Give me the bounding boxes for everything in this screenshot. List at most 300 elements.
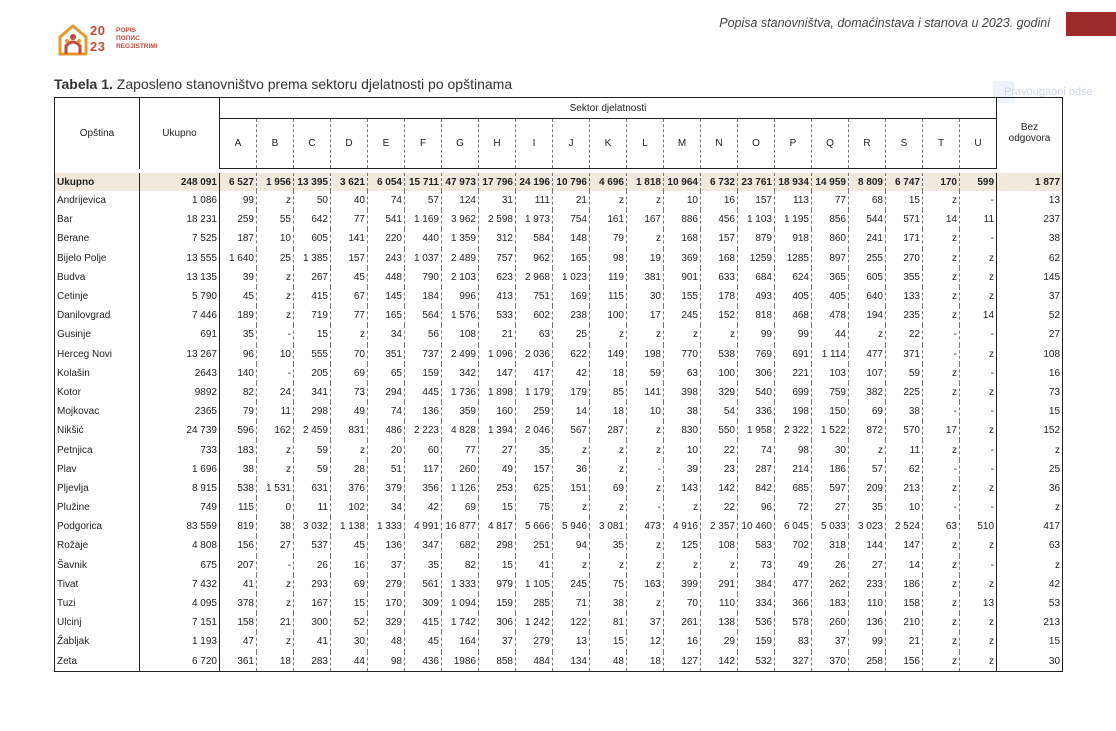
cell-sector-n: 142 (701, 652, 738, 672)
cell-sector-l: 17 (627, 306, 664, 325)
cell-sector-p: 918 (775, 229, 812, 248)
cell-sector-o: 157 (738, 191, 775, 210)
cell-sector-t: 63 (923, 517, 960, 536)
cell-sector-l: z (627, 556, 664, 575)
cell-sector-d: 30 (331, 632, 368, 651)
cell-sector-c: 642 (294, 210, 331, 229)
cell-sector-s: 171 (886, 229, 923, 248)
cell-sector-f: 2 223 (405, 421, 442, 440)
cell-opstina: Petnjica (55, 440, 140, 459)
cell-sector-p: 405 (775, 287, 812, 306)
cell-sector-r: 640 (849, 287, 886, 306)
cell-opstina: Bar (55, 210, 140, 229)
cell-sector-m: 886 (664, 210, 701, 229)
cell-sector-o: 536 (738, 613, 775, 632)
cell-sector-u: - (960, 440, 997, 459)
cell-sector-u: - (960, 460, 997, 479)
cell-sector-c: 283 (294, 652, 331, 672)
cell-sector-q: 103 (812, 364, 849, 383)
cell-sector-e: 448 (368, 268, 405, 287)
cell-sector-d: 73 (331, 383, 368, 402)
table-row (55, 594, 1063, 613)
cell-sector-n: 168 (701, 249, 738, 268)
cell-sector-s: 156 (886, 652, 923, 672)
cell-sector-d: 49 (331, 402, 368, 421)
cell-sector-j: z (553, 498, 590, 517)
cell-sector-j: 25 (553, 325, 590, 344)
cell-sector-j: 134 (553, 652, 590, 672)
cell-bez-odgovora: 152 (997, 421, 1063, 440)
cell-sector-t: z (923, 306, 960, 325)
cell-sector-c: 300 (294, 613, 331, 632)
cell-sector-b: z (257, 460, 294, 479)
cell-sector-g: 164 (442, 632, 479, 651)
cell-sector-j: 238 (553, 306, 590, 325)
cell-sector-o: 1 958 (738, 421, 775, 440)
cell-sector-b: z (257, 594, 294, 613)
cell-sector-c: 415 (294, 287, 331, 306)
cell-sector-b: z (257, 575, 294, 594)
cell-sector-o: 23 761 (738, 173, 775, 191)
cell-ukupno: 7 525 (140, 229, 220, 248)
sector-header-c: C (294, 119, 331, 169)
cell-sector-e: 486 (368, 421, 405, 440)
cell-sector-p: 49 (775, 556, 812, 575)
cell-sector-e: 98 (368, 652, 405, 672)
sector-header-a: A (220, 119, 257, 169)
cell-sector-t: z (923, 536, 960, 555)
cell-sector-p: 624 (775, 268, 812, 287)
cell-sector-f: 561 (405, 575, 442, 594)
cell-sector-g: 2 103 (442, 268, 479, 287)
cell-sector-l: 18 (627, 652, 664, 672)
cell-sector-e: 165 (368, 306, 405, 325)
cell-sector-d: z (331, 325, 368, 344)
cell-sector-i: 75 (516, 498, 553, 517)
cell-sector-r: 3 023 (849, 517, 886, 536)
cell-sector-q: 14 959 (812, 173, 849, 191)
cell-sector-b: 55 (257, 210, 294, 229)
cell-opstina: Ukupno (55, 173, 140, 191)
cell-sector-u: 13 (960, 594, 997, 613)
cell-opstina: Danilovgrad (55, 306, 140, 325)
cell-ukupno: 6 720 (140, 652, 220, 672)
sector-header-d: D (331, 119, 368, 169)
cell-sector-e: 329 (368, 613, 405, 632)
cell-sector-t: - (923, 325, 960, 344)
cell-sector-u: - (960, 229, 997, 248)
cell-sector-b: - (257, 364, 294, 383)
cell-sector-c: 50 (294, 191, 331, 210)
cell-sector-a: 45 (220, 287, 257, 306)
cell-sector-h: 49 (479, 460, 516, 479)
cell-sector-k: 35 (590, 536, 627, 555)
cell-sector-o: 493 (738, 287, 775, 306)
cell-sector-g: 1 742 (442, 613, 479, 632)
sector-header-q: Q (812, 119, 849, 169)
cell-sector-b: 18 (257, 652, 294, 672)
cell-bez-odgovora: z (997, 556, 1063, 575)
cell-ukupno: 248 091 (140, 173, 220, 191)
cell-ukupno: 7 151 (140, 613, 220, 632)
cell-sector-u: 599 (960, 173, 997, 191)
cell-sector-a: 79 (220, 402, 257, 421)
cell-sector-a: 596 (220, 421, 257, 440)
cell-sector-e: 541 (368, 210, 405, 229)
cell-opstina: Bijelo Polje (55, 249, 140, 268)
cell-sector-s: 62 (886, 460, 923, 479)
cell-bez-odgovora: 62 (997, 249, 1063, 268)
cell-opstina: Kotor (55, 383, 140, 402)
cell-sector-r: 69 (849, 402, 886, 421)
cell-sector-r: 8 809 (849, 173, 886, 191)
cell-sector-l: z (627, 536, 664, 555)
cell-sector-h: 858 (479, 652, 516, 672)
census-logo (58, 24, 178, 58)
cell-bez-odgovora: 15 (997, 632, 1063, 651)
cell-sector-i: 63 (516, 325, 553, 344)
table-row (55, 575, 1063, 594)
cell-sector-j: 21 (553, 191, 590, 210)
cell-sector-n: 291 (701, 575, 738, 594)
cell-sector-a: 35 (220, 325, 257, 344)
cell-sector-c: 41 (294, 632, 331, 651)
cell-sector-m: 38 (664, 402, 701, 421)
cell-sector-p: 198 (775, 402, 812, 421)
cell-sector-h: 27 (479, 440, 516, 459)
cell-sector-j: 71 (553, 594, 590, 613)
cell-sector-o: 74 (738, 440, 775, 459)
cell-sector-a: 140 (220, 364, 257, 383)
cell-sector-a: 378 (220, 594, 257, 613)
cell-ukupno: 18 231 (140, 210, 220, 229)
cell-sector-i: 1 179 (516, 383, 553, 402)
cell-sector-u: 510 (960, 517, 997, 536)
cell-sector-o: 583 (738, 536, 775, 555)
cell-sector-m: 39 (664, 460, 701, 479)
cell-sector-a: 82 (220, 383, 257, 402)
cell-sector-a: 207 (220, 556, 257, 575)
cell-sector-q: 150 (812, 402, 849, 421)
cell-sector-g: 1986 (442, 652, 479, 672)
cell-ukupno: 8 915 (140, 479, 220, 498)
cell-sector-q: 370 (812, 652, 849, 672)
cell-ukupno: 749 (140, 498, 220, 517)
cell-sector-b: 10 (257, 229, 294, 248)
cell-sector-o: 306 (738, 364, 775, 383)
cell-sector-k: 81 (590, 613, 627, 632)
sector-header-h: H (479, 119, 516, 169)
cell-sector-m: 901 (664, 268, 701, 287)
cell-sector-p: 366 (775, 594, 812, 613)
table-row (55, 306, 1063, 325)
cell-sector-u: z (960, 652, 997, 672)
cell-sector-k: 115 (590, 287, 627, 306)
cell-sector-q: 759 (812, 383, 849, 402)
cell-sector-c: 555 (294, 345, 331, 364)
cell-sector-k: 15 (590, 632, 627, 651)
cell-sector-p: 691 (775, 345, 812, 364)
cell-opstina: Šavnik (55, 556, 140, 575)
cell-sector-a: 158 (220, 613, 257, 632)
cell-sector-l: 59 (627, 364, 664, 383)
table-row (55, 632, 1063, 651)
cell-sector-m: 399 (664, 575, 701, 594)
cell-sector-p: 113 (775, 191, 812, 210)
cell-sector-u: - (960, 556, 997, 575)
cell-ukupno: 83 559 (140, 517, 220, 536)
cell-sector-h: 1 096 (479, 345, 516, 364)
cell-sector-q: 860 (812, 229, 849, 248)
cell-sector-h: 159 (479, 594, 516, 613)
cell-sector-c: 26 (294, 556, 331, 575)
cell-bez-odgovora: z (997, 498, 1063, 517)
cell-sector-t: z (923, 364, 960, 383)
cell-bez-odgovora: 53 (997, 594, 1063, 613)
cell-sector-j: 169 (553, 287, 590, 306)
cell-sector-f: 117 (405, 460, 442, 479)
cell-sector-c: 341 (294, 383, 331, 402)
cell-sector-u: z (960, 421, 997, 440)
cell-sector-f: 35 (405, 556, 442, 575)
cell-sector-g: 682 (442, 536, 479, 555)
cell-sector-l: z (627, 191, 664, 210)
cell-sector-f: 4 991 (405, 517, 442, 536)
cell-sector-d: 1 138 (331, 517, 368, 536)
cell-sector-m: 398 (664, 383, 701, 402)
sector-header-r: R (849, 119, 886, 169)
cell-sector-l: z (627, 440, 664, 459)
cell-sector-m: 4 916 (664, 517, 701, 536)
cell-sector-h: 1 898 (479, 383, 516, 402)
cell-sector-p: 18 934 (775, 173, 812, 191)
cell-sector-f: 415 (405, 613, 442, 632)
cell-sector-d: 77 (331, 210, 368, 229)
cell-sector-l: 473 (627, 517, 664, 536)
cell-sector-n: 550 (701, 421, 738, 440)
cell-sector-m: 369 (664, 249, 701, 268)
cell-sector-o: 96 (738, 498, 775, 517)
cell-sector-o: 73 (738, 556, 775, 575)
cell-opstina: Tivat (55, 575, 140, 594)
cell-sector-r: 107 (849, 364, 886, 383)
cell-sector-n: 23 (701, 460, 738, 479)
cell-sector-f: 184 (405, 287, 442, 306)
cell-sector-e: 34 (368, 325, 405, 344)
cell-sector-l: - (627, 498, 664, 517)
cell-sector-f: 42 (405, 498, 442, 517)
cell-sector-r: 233 (849, 575, 886, 594)
cell-sector-l: 30 (627, 287, 664, 306)
cell-sector-o: 684 (738, 268, 775, 287)
cell-sector-f: 1 037 (405, 249, 442, 268)
cell-sector-e: 379 (368, 479, 405, 498)
cell-sector-p: 578 (775, 613, 812, 632)
faint-tooltip-text: Pravougaoni odse (1004, 86, 1093, 98)
cell-sector-e: 170 (368, 594, 405, 613)
cell-sector-d: 69 (331, 575, 368, 594)
cell-sector-r: 258 (849, 652, 886, 672)
cell-sector-n: 110 (701, 594, 738, 613)
cell-sector-t: z (923, 652, 960, 672)
cell-sector-n: z (701, 325, 738, 344)
cell-sector-j: 622 (553, 345, 590, 364)
cell-sector-m: 70 (664, 594, 701, 613)
cell-sector-d: 831 (331, 421, 368, 440)
table-row (55, 421, 1063, 440)
cell-sector-i: 279 (516, 632, 553, 651)
cell-sector-c: 2 459 (294, 421, 331, 440)
cell-bez-odgovora: 16 (997, 364, 1063, 383)
cell-sector-i: 751 (516, 287, 553, 306)
cell-sector-l: 163 (627, 575, 664, 594)
cell-sector-d: 141 (331, 229, 368, 248)
cell-bez-odgovora: 73 (997, 383, 1063, 402)
cell-bez-odgovora: 237 (997, 210, 1063, 229)
cell-sector-h: 979 (479, 575, 516, 594)
cell-sector-g: 124 (442, 191, 479, 210)
cell-sector-s: 355 (886, 268, 923, 287)
cell-sector-u: z (960, 345, 997, 364)
cell-sector-k: 149 (590, 345, 627, 364)
cell-sector-r: 605 (849, 268, 886, 287)
cell-sector-e: 74 (368, 402, 405, 421)
cell-sector-b: - (257, 325, 294, 344)
cell-sector-k: 38 (590, 594, 627, 613)
cell-sector-a: 819 (220, 517, 257, 536)
cell-sector-o: 334 (738, 594, 775, 613)
cell-sector-a: 361 (220, 652, 257, 672)
cell-sector-a: 115 (220, 498, 257, 517)
cell-sector-n: 29 (701, 632, 738, 651)
cell-sector-q: 260 (812, 613, 849, 632)
cell-sector-p: 2 322 (775, 421, 812, 440)
cell-sector-g: 342 (442, 364, 479, 383)
cell-sector-n: 142 (701, 479, 738, 498)
cell-sector-q: 897 (812, 249, 849, 268)
cell-sector-j: 148 (553, 229, 590, 248)
cell-sector-k: 79 (590, 229, 627, 248)
cell-sector-i: 5 666 (516, 517, 553, 536)
logo-word-popis-cyrillic: ПОПИС (116, 35, 140, 42)
cell-sector-k: 161 (590, 210, 627, 229)
cell-sector-j: 567 (553, 421, 590, 440)
cell-sector-b: z (257, 632, 294, 651)
cell-sector-r: 477 (849, 345, 886, 364)
cell-sector-f: 136 (405, 402, 442, 421)
cell-sector-k: z (590, 460, 627, 479)
cell-sector-s: 14 (886, 556, 923, 575)
cell-bez-odgovora: 13 (997, 191, 1063, 210)
cell-sector-j: 179 (553, 383, 590, 402)
cell-sector-i: 285 (516, 594, 553, 613)
cell-sector-l: 19 (627, 249, 664, 268)
cell-sector-c: 293 (294, 575, 331, 594)
cell-sector-s: 571 (886, 210, 923, 229)
cell-sector-s: 2 524 (886, 517, 923, 536)
cell-sector-k: 18 (590, 402, 627, 421)
logo-year (90, 24, 105, 53)
cell-sector-e: 220 (368, 229, 405, 248)
cell-bez-odgovora: 52 (997, 306, 1063, 325)
cell-sector-i: 111 (516, 191, 553, 210)
cell-sector-m: 10 (664, 440, 701, 459)
cell-sector-n: 157 (701, 229, 738, 248)
cell-sector-g: 77 (442, 440, 479, 459)
cell-sector-r: 144 (849, 536, 886, 555)
cell-sector-u: z (960, 287, 997, 306)
cell-bez-odgovora: 38 (997, 229, 1063, 248)
employment-table (54, 97, 1063, 672)
cell-sector-p: 214 (775, 460, 812, 479)
cell-sector-b: z (257, 191, 294, 210)
cell-sector-j: z (553, 440, 590, 459)
table-row (55, 287, 1063, 306)
cell-opstina: Žabljak (55, 632, 140, 651)
cell-sector-f: 445 (405, 383, 442, 402)
cell-sector-p: 1 195 (775, 210, 812, 229)
cell-sector-r: 57 (849, 460, 886, 479)
cell-sector-t: z (923, 383, 960, 402)
cell-sector-e: 136 (368, 536, 405, 555)
cell-sector-c: 59 (294, 460, 331, 479)
cell-sector-k: z (590, 325, 627, 344)
sector-header-n: N (701, 119, 738, 169)
cell-sector-d: 70 (331, 345, 368, 364)
logo-year-top: 20 (90, 23, 106, 38)
table-row (55, 210, 1063, 229)
cell-sector-f: 56 (405, 325, 442, 344)
cell-sector-n: 456 (701, 210, 738, 229)
cell-sector-m: 10 (664, 191, 701, 210)
cell-sector-b: 21 (257, 613, 294, 632)
cell-opstina: Berane (55, 229, 140, 248)
cell-sector-f: 45 (405, 632, 442, 651)
cell-sector-k: z (590, 191, 627, 210)
cell-sector-m: 125 (664, 536, 701, 555)
cell-sector-r: 35 (849, 498, 886, 517)
cell-sector-c: 605 (294, 229, 331, 248)
cell-sector-e: 51 (368, 460, 405, 479)
cell-ukupno: 691 (140, 325, 220, 344)
cell-sector-m: 770 (664, 345, 701, 364)
cell-sector-g: 359 (442, 402, 479, 421)
cell-ukupno: 7 446 (140, 306, 220, 325)
col-header-opstina: Opština (55, 98, 140, 169)
cell-sector-q: 856 (812, 210, 849, 229)
cell-sector-u: z (960, 632, 997, 651)
cell-sector-a: 189 (220, 306, 257, 325)
cell-sector-d: z (331, 440, 368, 459)
cell-sector-d: 15 (331, 594, 368, 613)
cell-sector-u: z (960, 249, 997, 268)
cell-sector-e: 243 (368, 249, 405, 268)
cell-sector-a: 183 (220, 440, 257, 459)
cell-sector-o: 842 (738, 479, 775, 498)
cell-sector-j: 10 796 (553, 173, 590, 191)
cell-sector-m: 143 (664, 479, 701, 498)
cell-sector-m: z (664, 325, 701, 344)
cell-sector-a: 1 640 (220, 249, 257, 268)
cell-sector-d: 44 (331, 652, 368, 672)
cell-sector-l: z (627, 325, 664, 344)
cell-sector-h: 21 (479, 325, 516, 344)
cell-sector-n: 329 (701, 383, 738, 402)
cell-sector-g: 260 (442, 460, 479, 479)
cell-sector-d: 28 (331, 460, 368, 479)
cell-sector-j: 245 (553, 575, 590, 594)
cell-sector-s: 270 (886, 249, 923, 268)
